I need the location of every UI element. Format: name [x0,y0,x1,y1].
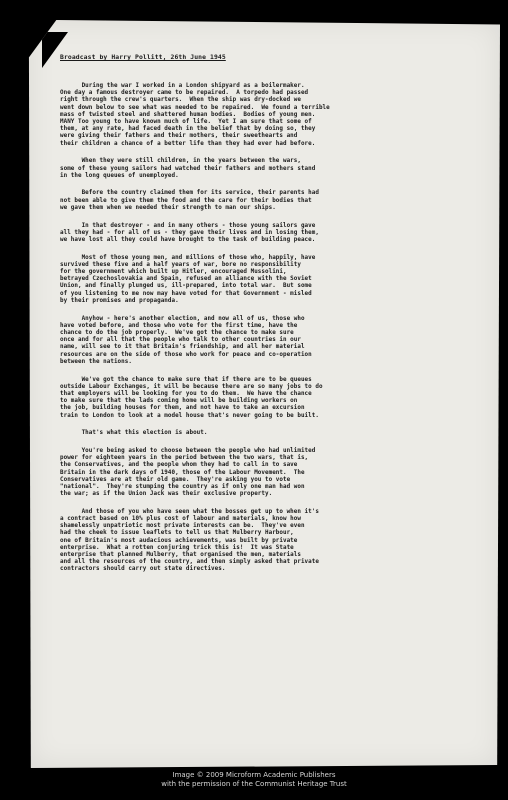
text-line: contractors should carry out state directives. [60,566,226,573]
paragraph [60,190,480,212]
text-line: During the war I worked in a London shipyard as a boilermaker. [60,83,305,89]
text-line: one of Britain's most audacious achievements, was built by private [60,537,298,544]
text-line: some of these young sailors had watched their fathers and mothers stand [60,165,316,172]
paragraph [60,430,480,437]
text-line: survived these five and a half years of war, bore no responsibility [60,261,301,268]
text-line: by their promises and propaganda. [60,297,179,304]
text-line: not been able to give them the food and the care for their bodies that [60,197,312,204]
text-line: once and for all that the people who talk to other countries in our [60,337,301,344]
text-line: In that destroyer - and in many others - those young sailors gave [60,222,316,229]
text-line: went down below to see what was needed to be repaired. We found a terrible [60,104,330,111]
text-line: train to London to look at a model house that's never going to be built. [60,412,319,419]
text-line: all they had - for all of us - they gave their lives and in losing them, [60,229,319,236]
text-line: shamelessly unpatriotic most private interests can be. They've even [60,523,305,530]
text-line: "national". They're stumping the country as if only one man had won [60,483,305,490]
text-line: enterprise that planned Mulberry, that organised the men, materials [60,552,301,559]
text-line: Conservatives are at their old game. They're asking you to vote [60,476,291,483]
text-line: Union, and finally plunged us, ill-prepared, into total war. But some [60,283,312,290]
text-line: right through the crew's quarters. When the ship was dry-docked we [60,97,301,104]
text-line: the Conservatives, and the people whom they had to call in to save [60,462,298,469]
copyright-footer [0,771,508,789]
text-line: That's what this election is about. [60,430,208,437]
text-line: We've got the chance to make sure that if there are to be queues [60,376,312,383]
text-line: for the government which built up Hitler, encouraged Mussolini, [60,269,287,276]
text-line: power for eighteen years in the period between the two wars, that is, [60,455,309,462]
text-line: One day a famous destroyer came to be repaired. A torpedo had passed [60,90,309,97]
text-line: them, at any rate, had faced death in the belief that by doing so, they [60,126,316,133]
paragraph [60,448,480,498]
paragraph [60,223,480,245]
paragraph [60,509,480,574]
text-line: When they were still children, in the years between the wars, [60,158,301,165]
document-heading: Broadcast by Harry Pollitt, 26th June 1945 [60,53,226,61]
text-line: name, will see to it that Britain's friendship, and all her material [60,344,305,351]
text-line: resources are on the side of those who work for peace and co-operation [60,351,312,358]
text-line: Britain in the dark days of 1940, those of the Labour Movement. The [60,469,305,476]
text-line: in the long queues of unemployed. [60,172,179,179]
text-line: Most of those young men, and millions of those who, happily, have [60,254,316,261]
text-line: outside Labour Exchanges, it will be because there are so many jobs to do [60,383,323,390]
text-line: were giving their fathers and their mothers, their sweethearts and [60,133,298,140]
paragraph-list [60,83,480,574]
paragraph [60,255,480,305]
text-line: have voted before, and those who vote for the first time, have the [60,322,298,329]
text-line: the war; as if the Union Jack was their exclusive property. [60,491,273,498]
text-line: and all the resources of the country, and then simply asked that private [60,559,319,566]
document-body [60,53,480,584]
text-line: mass of twisted steel and shattered human bodies. Bodies of young men. [60,111,316,118]
paragraph [60,377,480,420]
text-line: to make sure that the lads coming home will be building workers on [60,398,298,405]
text-line: their children a chance of a better life than they had ever had before. [60,140,316,147]
text-line: that employers will be looking for you to do them. We have the chance [60,390,312,397]
copyright-line: Image © 2009 Microform Academic Publishers [172,771,336,779]
text-line: between the nations. [60,358,132,365]
paragraph [60,316,480,366]
text-line: MANY Too young to have known much of life. Yet I am sure that some of [60,119,312,126]
text-line: enterprise. What a rotten conjuring trick this is! It was State [60,544,294,551]
text-line: You're being asked to choose between the people who had unlimited [60,447,316,454]
permission-line: with the permission of the Communist Heritage Trust [161,780,347,788]
paragraph [60,158,480,180]
text-line: chance to do the job properly. We've got the chance to make sure [60,329,294,336]
text-line: of you listening to me now may have voted for that Government - misled [60,290,312,297]
text-line: the job, building houses for them, and not have to take an excursion [60,405,305,412]
text-line: a contract based on 10% plus cost of labour and materials, know how [60,516,301,523]
text-line: And those of you who have seen what the bosses get up to when it's [60,508,319,515]
paragraph [60,83,480,148]
text-line: Anyhow - here's another election, and now all of us, those who [60,315,305,322]
text-line: had the cheek to issue leaflets to tell us that Mulberry Harbour, [60,530,294,537]
text-line: we have lost all they could have brought to the task of building peace. [60,236,316,243]
text-line: betrayed Czechoslovakia and Spain, refused an alliance with the Soviet [60,276,312,283]
text-line: we gave them when we needed their strength to man our ships. [60,204,276,211]
text-line: Before the country claimed them for its service, their parents had [60,190,319,197]
